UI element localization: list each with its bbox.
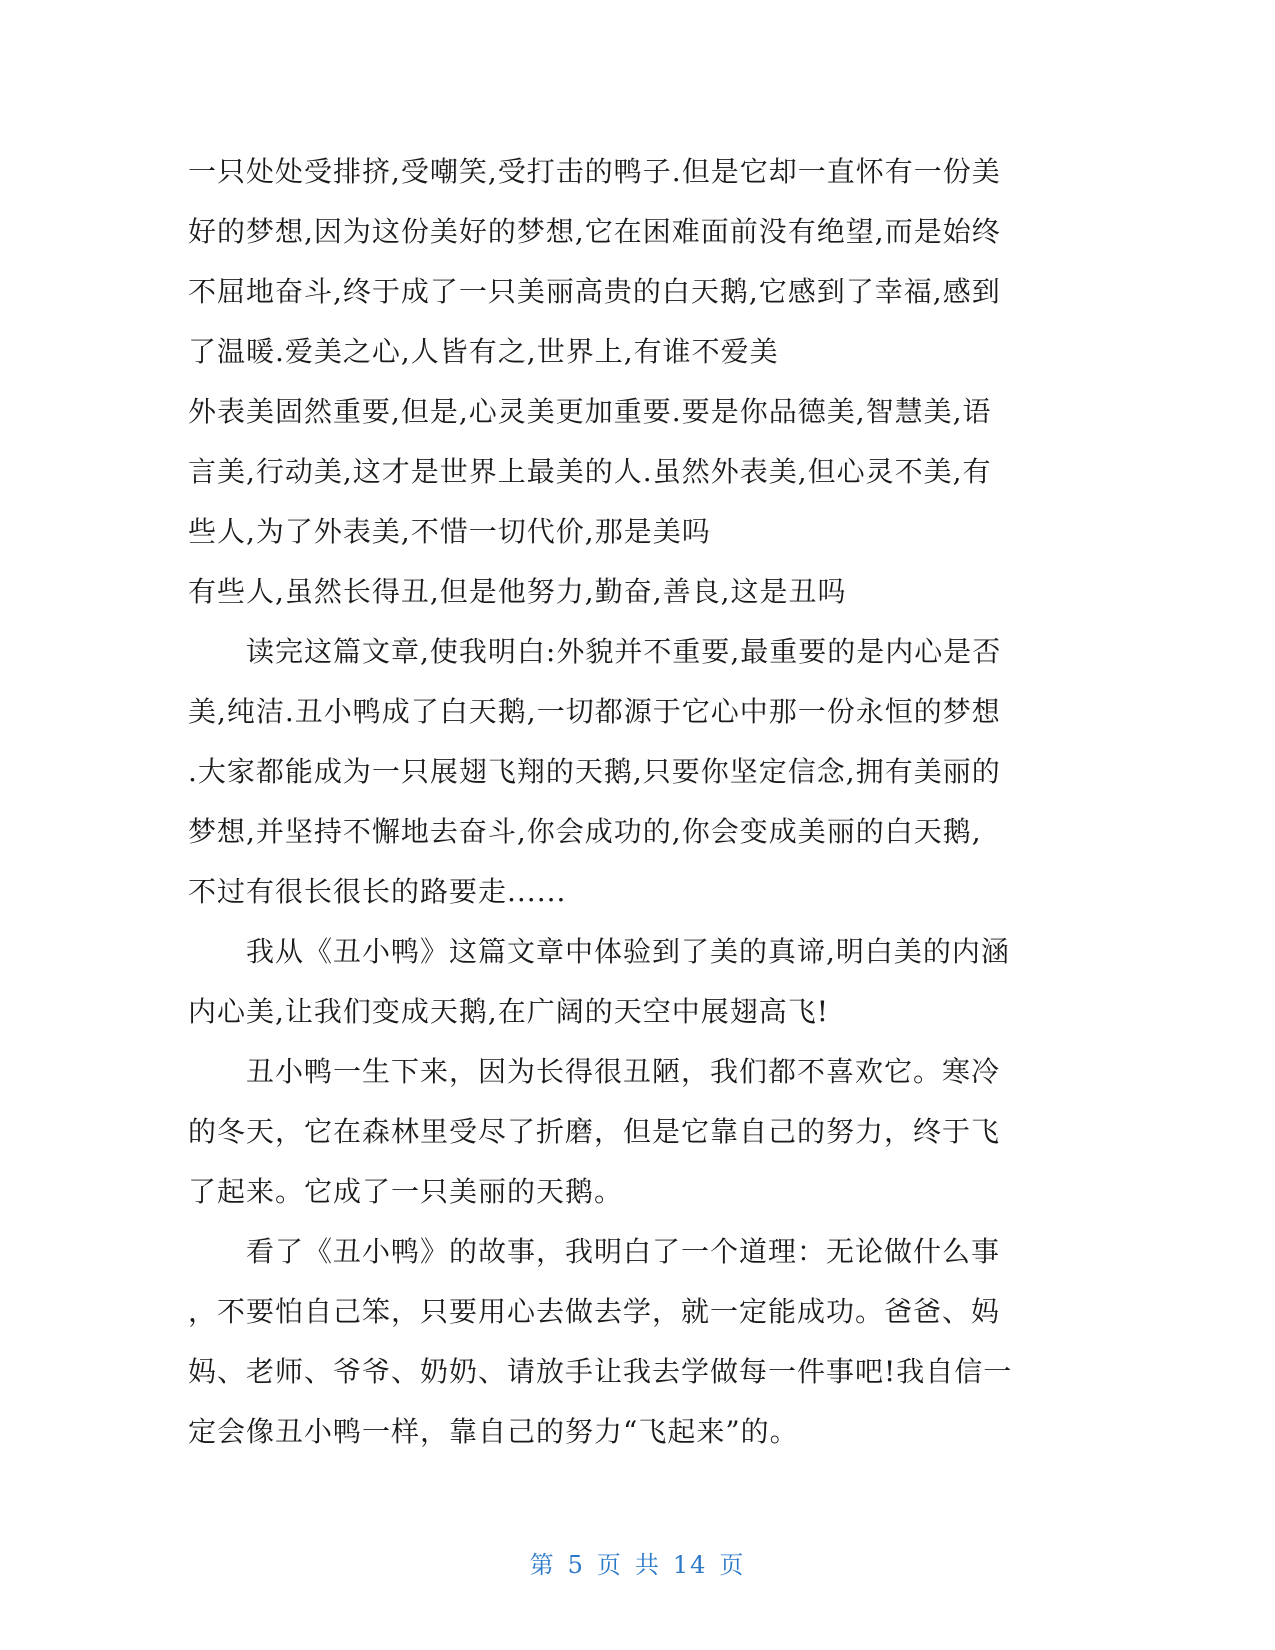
text-line: 不屈地奋斗,终于成了一只美丽高贵的白天鹅,它感到了幸福,感到 — [188, 275, 1001, 308]
text-line: 梦想,并坚持不懈地去奋斗,你会成功的,你会变成美丽的白天鹅, — [188, 815, 982, 848]
text-line: 了起来。它成了一只美丽的天鹅。 — [188, 1175, 624, 1208]
current-page-number: 5 — [567, 1551, 585, 1579]
text-line: 不过有很长很长的路要走...... — [188, 875, 567, 908]
text-line: 妈、老师、爷爷、奶奶、请放手让我去学做每一件事吧!我自信一 — [188, 1355, 1013, 1388]
text-line: 定会像丑小鸭一样，靠自己的努力“飞起来”的。 — [188, 1415, 799, 1448]
text-line: 好的梦想,因为这份美好的梦想,它在困难面前没有绝望,而是始终 — [188, 215, 1001, 248]
text-line: 内心美,让我们变成天鹅,在广阔的天空中展翅高飞! — [188, 995, 830, 1028]
text-line: 有些人,虽然长得丑,但是他努力,勤奋,善良,这是丑吗 — [188, 575, 847, 608]
text-line: 了温暖.爱美之心,人皆有之,世界上,有谁不爱美 — [188, 335, 779, 368]
total-pages-number: 14 — [672, 1551, 708, 1579]
footer-suffix: 页 — [719, 1551, 746, 1579]
text-line: 的冬天，它在森林里受尽了折磨，但是它靠自己的努力，终于飞 — [188, 1115, 1001, 1148]
footer-page-word: 页 — [596, 1551, 623, 1579]
text-line: 丑小鸭一生下来，因为长得很丑陋，我们都不喜欢它。寒冷 — [188, 1055, 1001, 1088]
text-line: .大家都能成为一只展翅飞翔的天鹅,只要你坚定信念,拥有美丽的 — [188, 755, 1001, 788]
text-line: 我从《丑小鸭》这篇文章中体验到了美的真谛,明白美的内涵 — [188, 935, 1010, 968]
text-line: 些人,为了外表美,不惜一切代价,那是美吗 — [188, 515, 711, 548]
text-line: 言美,行动美,这才是世界上最美的人.虽然外表美,但心灵不美,有 — [188, 455, 992, 488]
text-line: 一只处处受排挤,受嘲笑,受打击的鸭子.但是它却一直怀有一份美 — [188, 155, 1001, 188]
text-line: 外表美固然重要,但是,心灵美更加重要.要是你品德美,智慧美,语 — [188, 395, 992, 428]
footer-total-word: 共 — [634, 1551, 661, 1579]
footer-prefix: 第 — [529, 1551, 556, 1579]
text-line: ，不要怕自己笨，只要用心去做去学，就一定能成功。爸爸、妈 — [188, 1295, 1001, 1328]
body-text — [188, 142, 1078, 1462]
text-line: 读完这篇文章,使我明白:外貌并不重要,最重要的是内心是否 — [188, 635, 1002, 668]
text-line: 看了《丑小鸭》的故事，我明白了一个道理：无论做什么事 — [188, 1235, 1001, 1268]
text-line: 美,纯洁.丑小鸭成了白天鹅,一切都源于它心中那一份永恒的梦想 — [188, 695, 1001, 728]
page-footer — [0, 1545, 1275, 1580]
